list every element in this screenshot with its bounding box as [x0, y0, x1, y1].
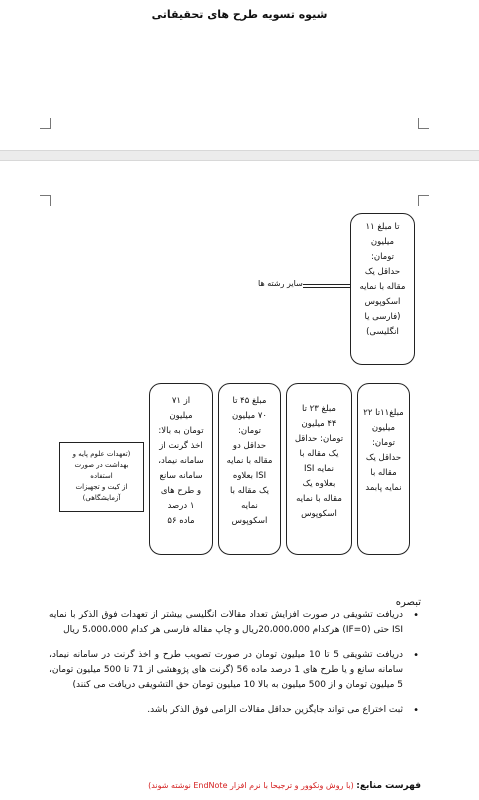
box-line: مقاله با نمایه	[296, 494, 342, 504]
box-line: تومان به بالا:	[158, 426, 204, 436]
box-line: حداقل یک	[364, 267, 401, 277]
box-line: یک مقاله با	[230, 486, 269, 496]
note-box	[59, 442, 144, 512]
box-line: تومان:	[370, 252, 394, 262]
note-line: بهداشت در صورت استفاده	[74, 461, 129, 480]
box-line: سامانه سانع	[159, 471, 203, 481]
box-line: مبلغ۱۱تا ۲۲	[363, 408, 404, 418]
crop-mark-bottom-right	[418, 195, 429, 206]
box-line: یک مقاله با	[299, 449, 339, 459]
references-note: (با روش ونکوور و ترجیحا با نرم افزار EndNote نوشته شوند)	[148, 781, 354, 790]
bullet-list	[49, 608, 419, 728]
box-line: نمایه ISI	[304, 464, 334, 474]
connector-line	[303, 287, 350, 288]
box-line: بعلاوه یک	[302, 479, 336, 489]
box-line: تا مبلغ ۱۱	[365, 222, 400, 232]
box-line: مقاله با نمایه	[359, 282, 406, 292]
bullet-icon: •	[413, 610, 419, 621]
box-line: تومان: حداقل	[294, 434, 344, 444]
list-item	[49, 703, 419, 718]
box-line: ISI بعلاوه	[232, 471, 267, 481]
list-item	[49, 608, 419, 638]
bullet-icon: •	[413, 650, 419, 661]
crop-mark-bottom-left	[40, 195, 51, 206]
box-line: مقاله با	[370, 468, 397, 478]
flow-box-top	[350, 213, 415, 365]
flow-box-4	[149, 383, 213, 555]
box-line: نمایه	[241, 501, 258, 511]
box-line: حداقل دو	[232, 441, 267, 451]
box-line: سامانه نیماد،	[158, 456, 204, 466]
references-line	[148, 781, 421, 791]
side-label: سایر رشته ها	[258, 279, 303, 288]
box-line: اسکوپوس	[364, 297, 401, 307]
page-title: شیوه تسویه طرح های تحقیقاتی	[151, 8, 328, 21]
flow-box-1	[357, 383, 410, 555]
box-line: اسکوپوس	[231, 516, 268, 526]
box-line: مبلغ ۲۳ تا	[302, 404, 336, 414]
box-line: و طرح های	[160, 486, 202, 496]
box-line: از ۷۱	[171, 396, 191, 406]
box-line: (فارسی یا	[364, 312, 401, 322]
crop-mark-top-right	[418, 118, 429, 129]
box-line: اخذ گرنت از	[159, 441, 203, 451]
bullet-icon: •	[413, 705, 419, 716]
box-line: میلیون	[169, 411, 193, 421]
flow-box-2	[286, 383, 352, 555]
list-item	[49, 648, 419, 693]
connector-line	[303, 284, 350, 285]
flow-box-3	[218, 383, 281, 555]
bullet-text: ثبت اختراع می تواند جایگزین حداقل مقالات الزامی فوق الذکر باشد.	[147, 705, 403, 715]
box-line: ماده ۵۶	[167, 516, 195, 526]
crop-mark-top-left	[40, 118, 51, 129]
box-line: ۱ درصد	[167, 501, 195, 511]
box-line: ۷۰ میلیون	[232, 411, 267, 421]
note-line: آزمایشگاهی)	[82, 494, 121, 502]
box-line: مبلغ ۴۵ تا	[232, 396, 267, 406]
note-line: از کیت و تجهیزات	[75, 483, 128, 491]
references-label: فهرست منابع:	[356, 781, 421, 791]
box-line: تومان:	[237, 426, 261, 436]
box-line: اسکوپوس	[301, 509, 337, 519]
box-line: نمایه پابمد	[365, 483, 402, 493]
box-line: مقاله با نمایه	[226, 456, 273, 466]
box-line: میلیون	[370, 237, 395, 247]
bullet-text: دریافت تشویقی 5 تا 10 میلیون تومان در صورت تصویب طرح و اخذ گرنت در سامانه نیماد، سامانه سانع و یا طرح های 1 درصد ماده 56 (گرنت های پژوهشی از 71 تا 500 میلیون تومان، 5 میلیون تومان و از 500 میلیون به بالا 10 میلیون تومان حق التشویقی دریافت می کنند)	[49, 650, 403, 690]
box-line: حداقل یک	[365, 453, 402, 463]
box-line: انگلیسی)	[366, 327, 399, 337]
section-heading: تبصره	[395, 597, 421, 608]
box-line: ۴۴ میلیون	[301, 419, 337, 429]
note-line: (تعهدات علوم پایه و	[72, 450, 131, 458]
box-line: میلیون	[371, 423, 396, 433]
bullet-text: دریافت تشویقی در صورت افزایش تعداد مقالات انگلیسی بیشتر از تعهدات فوق الذکر با نمایه ISI حتی (IF=0) هرکدام 20،000،000ریال و چاپ مقاله فارسی هر کدام 5،000،000 ریال	[49, 610, 403, 635]
box-line: تومان:	[371, 438, 395, 448]
page-break	[0, 150, 479, 161]
